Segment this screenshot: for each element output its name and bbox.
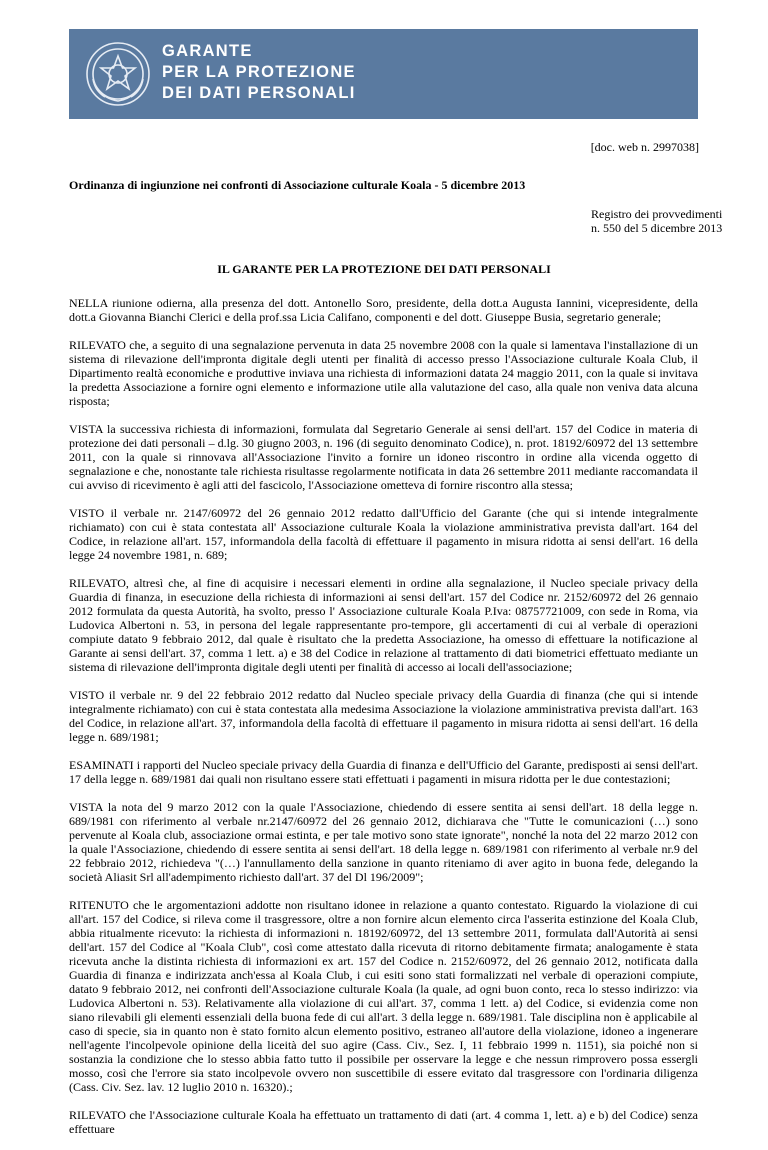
registry-line: Registro dei provvedimenti	[591, 207, 723, 221]
paragraph: RILEVATO che l'Associazione culturale Koala ha effettuato un trattamento di dati (art. 4 comma 1, lett. a) e b) del Codice) senza effettuare	[69, 1108, 698, 1136]
document-title: Ordinanza di ingiunzione nei confronti di Associazione culturale Koala - 5 dicembre 2013	[69, 178, 526, 192]
paragraph: VISTO il verbale nr. 9 del 22 febbraio 2012 redatto dal Nucleo speciale privacy della Guardia di finanza (che qui si intende integralmente richiamato) con cui è stata contestata alla medesima Associazione la violazione amministrativa prevista dall'art. 163 del Codice, in relazione all'art. 37, informandola della facoltà di effettuare il pagamento in misura ridotta ai sensi dell'art. 16 della legge n. 689/1981;	[69, 688, 698, 744]
document-body	[69, 296, 698, 1150]
registry-line: n. 550 del 5 dicembre 2013	[591, 221, 723, 235]
paragraph: VISTO il verbale nr. 2147/60972 del 26 gennaio 2012 redatto dall'Ufficio del Garante (che qui si intende integralmente richiamato) con cui è stata contestata all' Associazione culturale Koala la violazione amministrativa prevista dall'art. 164 del Codice, in relazione all'art. 157, informandola della facoltà di effettuare il pagamento in misura ridotta ai sensi dell'art. 16 della legge 24 novembre 1981, n. 689;	[69, 506, 698, 562]
logo-line: GARANTE	[162, 42, 253, 60]
paragraph: RILEVATO che, a seguito di una segnalazione pervenuta in data 25 novembre 2008 con la quale si lamentava l'installazione di un sistema di rilevazione dell'impronta digitale degli utenti per finalità di accesso presso l'Associazione culturale Koala Club, il Dipartimento realtà economiche e produttive inviava una richiesta di informazioni datata 24 maggio 2011, con la quale si invitava la predetta Associazione a fornire ogni elemento e informazione utile alla valutazione del caso, alla quale non veniva data alcuna risposta;	[69, 338, 698, 408]
logo-line: PER LA PROTEZIONE	[162, 63, 356, 81]
doc-web-reference: [doc. web n. 2997038]	[590, 140, 699, 154]
paragraph: VISTA la successiva richiesta di informazioni, formulata dal Segretario Generale ai sensi dell'art. 157 del Codice in materia di protezione dei dati personali – d.lg. 30 giugno 2003, n. 196 (di seguito denominato Codice), n. prot. 18192/60972 del 13 settembre 2011, con la quale si rinnovava all'Associazione l'invito a fornire un idoneo riscontro in ordine alla vicenda oggetto di segnalazione e che, nonostante tale richiesta risultasse regolarmente notificata in data 26 settembre 2011 mediante raccomandata il cui avviso di ricevimento è agli atti del fascicolo, l'Associazione ometteva di fornire riscontro alla stessa;	[69, 422, 698, 492]
logo-line: DEI DATI PERSONALI	[162, 84, 356, 102]
paragraph: VISTA la nota del 9 marzo 2012 con la quale l'Associazione, chiedendo di essere sentita ai sensi dell'art. 18 della legge n. 689/1981 con riferimento al verbale nr.2147/60972 del 26 gennaio 2012, dichiarava che "Tutte le comunicazioni (…) sono pervenute al Koala club, associazione ormai estinta, e per tale motivo sono state ignorate", nonché la nota del 22 marzo 2012 con la quale l'Associazione, chiedendo di essere sentita ai sensi dell'art. 18 della legge n. 689/1981 con riferimento al verbale nr.9 del 22 febbraio 2012, richiedeva "(…) l'annullamento della sanzione in quanto riteniamo di aver agito in buona fede, delegando la società Aliasit Srl all'adempimento richiesto dall'art. 37 del Dl 196/2009";	[69, 800, 698, 884]
paragraph: ESAMINATI i rapporti del Nucleo speciale privacy della Guardia di finanza e dell'Ufficio del Garante, predisposti ai sensi dell'art. 17 della legge n. 689/1981 dai quali non risultano essere stati effettuati i pagamenti in misura ridotta per le due contestazioni;	[69, 758, 698, 786]
paragraph: RITENUTO che le argomentazioni addotte non risultano idonee in relazione a quanto contestato. Riguardo la violazione di cui all'art. 157 del Codice, si rileva come il trasgressore, oltre a non fornire alcun elemento circa l'asserita estinzione del Koala Club, abbia ritualmente ricevuto: la richiesta di informazioni n. 18192/60972, del 13 settembre 2011, formulata dall'Autorità ai sensi dell'art. 157 del Codice al "Koala Club", così come attestato dalla ricevuta di ritorno debitamente firmata; analogamente è stata ricevuta anche la distinta richiesta di informazioni ex art. 157 del Codice n. 2152/60972, del 26 gennaio 2012, notificata dalla Guardia di finanza e indirizzata anch'essa al Koala Club, i cui esiti sono stati formalizzati nel verbale di operazioni compiute, datato 9 febbraio 2012, nei confronti dell'Associazione culturale Koala (la quale, ad ogni buon conto, reca lo stesso indirizzo: via Ludovica Albertoni n. 53). Relativamente alla violazione di cui all'art. 37, comma 1 lett. a) del Codice, si evidenzia come non siano rilevabili gli elementi essenziali della buona fede di cui all'art. 3 della legge n. 689/1981. Tale disciplina non è applicabile al caso di specie, sia in quanto non è stato fornito alcun elemento positivo, estraneo all'autore della violazione, idoneo a ingenerare nell'agente l'incolpevole opinione della liceità del suo agire (Cass. Civ., Sez. I, 11 febbraio 1999 n. 1151), sia poiché non si sostanzia la condizione che lo stesso abbia fatto tutto il possibile per osservare la legge e che nessun rimprovero possa essergli mosso, così che l'errore sia stato incolpevole ovvero non suscettibile di essere evitato dal trasgressore con l'ordinaria diligenza (Cass. Civ. Sez. lav. 12 luglio 2010 n. 16320).;	[69, 898, 698, 1094]
logo-text	[162, 41, 356, 104]
registry-block	[591, 207, 722, 235]
republic-emblem-icon	[83, 39, 153, 109]
header-banner	[69, 29, 698, 119]
authority-heading: IL GARANTE PER LA PROTEZIONE DEI DATI PERSONALI	[217, 262, 551, 276]
paragraph: RILEVATO, altresì che, al fine di acquisire i necessari elementi in ordine alla segnalazione, il Nucleo speciale privacy della Guardia di finanza, in esecuzione della richiesta di informazioni ai sensi dell'art. 157 del Codice nr. 2152/60972 del 26 gennaio 2012 formulata da questa Autorità, ha svolto, presso l' Associazione culturale Koala P.Iva: 08757721009, con sede in Roma, via Ludovica Albertoni n. 53, in persona del legale rappresentante pro-tempore, gli accertamenti di cui al verbale di operazioni compiute datato 9 febbraio 2012, dal quale è risultato che la predetta Associazione, ha omesso di effettuare la notificazione al Garante ai sensi dell'art. 37, comma 1 lett. a) e 38 del Codice in relazione al trattamento di dati biometrici effettuato mediante un sistema di rilevazione dell'impronta digitale degli utenti per finalità di accesso ai locali dell'associazione;	[69, 576, 698, 674]
paragraph: NELLA riunione odierna, alla presenza del dott. Antonello Soro, presidente, della dott.a Augusta Iannini, vicepresidente, della dott.a Giovanna Bianchi Clerici e della prof.ssa Licia Califano, componenti e del dott. Giuseppe Busia, segretario generale;	[69, 296, 698, 324]
